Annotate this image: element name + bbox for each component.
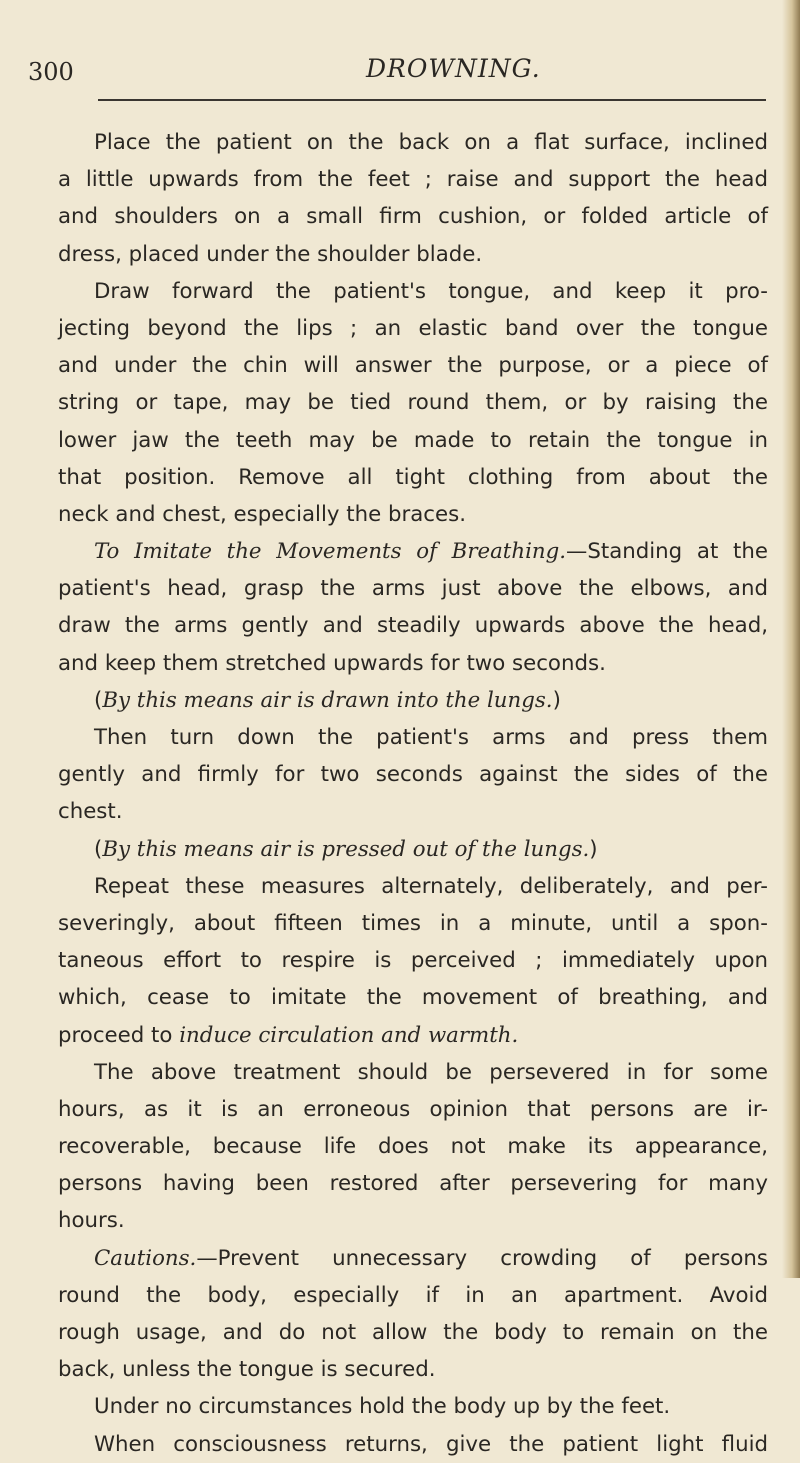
text-line <box>58 1277 768 1314</box>
text-span: neck and chest, especially the braces. <box>58 501 466 527</box>
text-line <box>58 1128 768 1165</box>
text-line <box>58 905 768 942</box>
text-line <box>58 607 768 644</box>
text-line <box>58 719 768 756</box>
text-span: persons having been restored after persevering for many <box>58 1171 768 1197</box>
text-span: jecting beyond the lips ; an elastic band over the tongue <box>58 315 768 341</box>
text-span: round the body, especially if in an apartment. Avoid <box>58 1282 768 1308</box>
text-line <box>58 831 768 868</box>
text-span: Then turn down the patient's arms and press them <box>94 725 768 750</box>
text-span: Place the patient on the back on a flat surface, inclined <box>94 130 768 155</box>
text-span: string or tape, may be tied round them, or by raising the <box>58 390 768 416</box>
text-span: ( <box>94 836 103 862</box>
text-line <box>58 1314 768 1351</box>
text-span: and under the chin will answer the purpose, or a piece of <box>58 353 768 379</box>
italic-text: Cautions. <box>94 1245 197 1271</box>
text-line <box>58 273 768 310</box>
text-span: ( <box>94 687 103 713</box>
text-span: Under no circumstances hold the body up by the feet. <box>94 1394 671 1420</box>
text-line <box>58 868 768 905</box>
text-span: hours, as it is an erroneous opinion that persons are ir- <box>58 1096 768 1122</box>
text-span: a little upwards from the feet ; raise and support the head <box>58 167 768 193</box>
text-line <box>58 384 768 421</box>
text-line <box>58 942 768 979</box>
text-line <box>58 1426 768 1463</box>
text-line <box>58 310 768 347</box>
text-line <box>58 236 768 273</box>
text-span: Draw forward the patient's tongue, and keep it pro- <box>94 278 768 304</box>
text-line <box>58 198 768 235</box>
text-span: and keep them stretched upwards for two seconds. <box>58 650 606 676</box>
text-span: chest. <box>58 799 123 825</box>
text-line <box>58 1240 768 1277</box>
text-line <box>58 533 768 570</box>
text-line <box>58 645 768 682</box>
italic-text: By this means air is drawn into the lungs. <box>102 687 553 713</box>
text-line <box>58 124 768 161</box>
text-line <box>58 570 768 607</box>
text-line <box>58 496 768 533</box>
page-edge-shadow <box>782 0 800 1278</box>
text-span: patient's head, grasp the arms just above the elbows, and <box>58 576 768 602</box>
page-number: 300 <box>28 58 74 86</box>
text-span: severingly, about fifteen times in a minute, until a spon- <box>58 910 768 936</box>
text-line <box>58 347 768 384</box>
text-line <box>58 161 768 198</box>
text-line <box>58 979 768 1016</box>
italic-text: induce circulation and warmth. <box>179 1022 519 1048</box>
text-span: draw the arms gently and steadily upwards above the head, <box>58 613 768 639</box>
text-line <box>58 1165 768 1202</box>
text-span: —Standing at the <box>566 539 768 565</box>
text-line <box>58 1017 768 1054</box>
running-head: DROWNING. <box>366 54 541 83</box>
text-span: back, unless the tongue is secured. <box>58 1357 436 1383</box>
text-line <box>58 1351 768 1388</box>
text-line <box>58 793 768 830</box>
text-line <box>58 422 768 459</box>
text-span: lower jaw the teeth may be made to retain the tongue in <box>58 427 768 453</box>
italic-text: By this means air is pressed out of the lungs. <box>102 836 590 862</box>
text-span: that position. Remove all tight clothing from about the <box>58 464 768 490</box>
text-span: dress, placed under the shoulder blade. <box>58 241 483 267</box>
text-span: The above treatment should be persevered in for some <box>94 1059 768 1085</box>
text-line <box>58 1388 768 1425</box>
text-span: —Prevent unnecessary crowding of persons <box>196 1245 768 1271</box>
text-line <box>58 459 768 496</box>
text-line <box>58 1091 768 1128</box>
text-span: ) <box>589 836 598 862</box>
text-span: and shoulders on a small firm cushion, or folded article of <box>58 204 768 230</box>
text-span: rough usage, and do not allow the body to remain on the <box>58 1320 768 1345</box>
page-header <box>28 52 768 86</box>
text-span: hours. <box>58 1208 125 1234</box>
text-line <box>58 1054 768 1091</box>
text-span: recoverable, because life does not make its appearance, <box>58 1134 768 1160</box>
body-text <box>58 124 768 1463</box>
text-span: When consciousness returns, give the patient light fluid <box>94 1431 768 1457</box>
text-line <box>58 1202 768 1239</box>
header-rule <box>98 99 766 101</box>
text-line <box>58 756 768 793</box>
text-span: Repeat these measures alternately, deliberately, and per- <box>94 873 768 899</box>
text-span: gently and firmly for two seconds against the sides of the <box>58 762 768 788</box>
text-span: proceed to <box>58 1022 180 1048</box>
text-span: taneous effort to respire is perceived ; immediately upon <box>58 948 768 974</box>
text-line <box>58 682 768 719</box>
text-span: which, cease to imitate the movement of breathing, and <box>58 985 768 1011</box>
text-span: ) <box>552 687 561 713</box>
italic-text: To Imitate the Movements of Breathing. <box>94 539 567 565</box>
